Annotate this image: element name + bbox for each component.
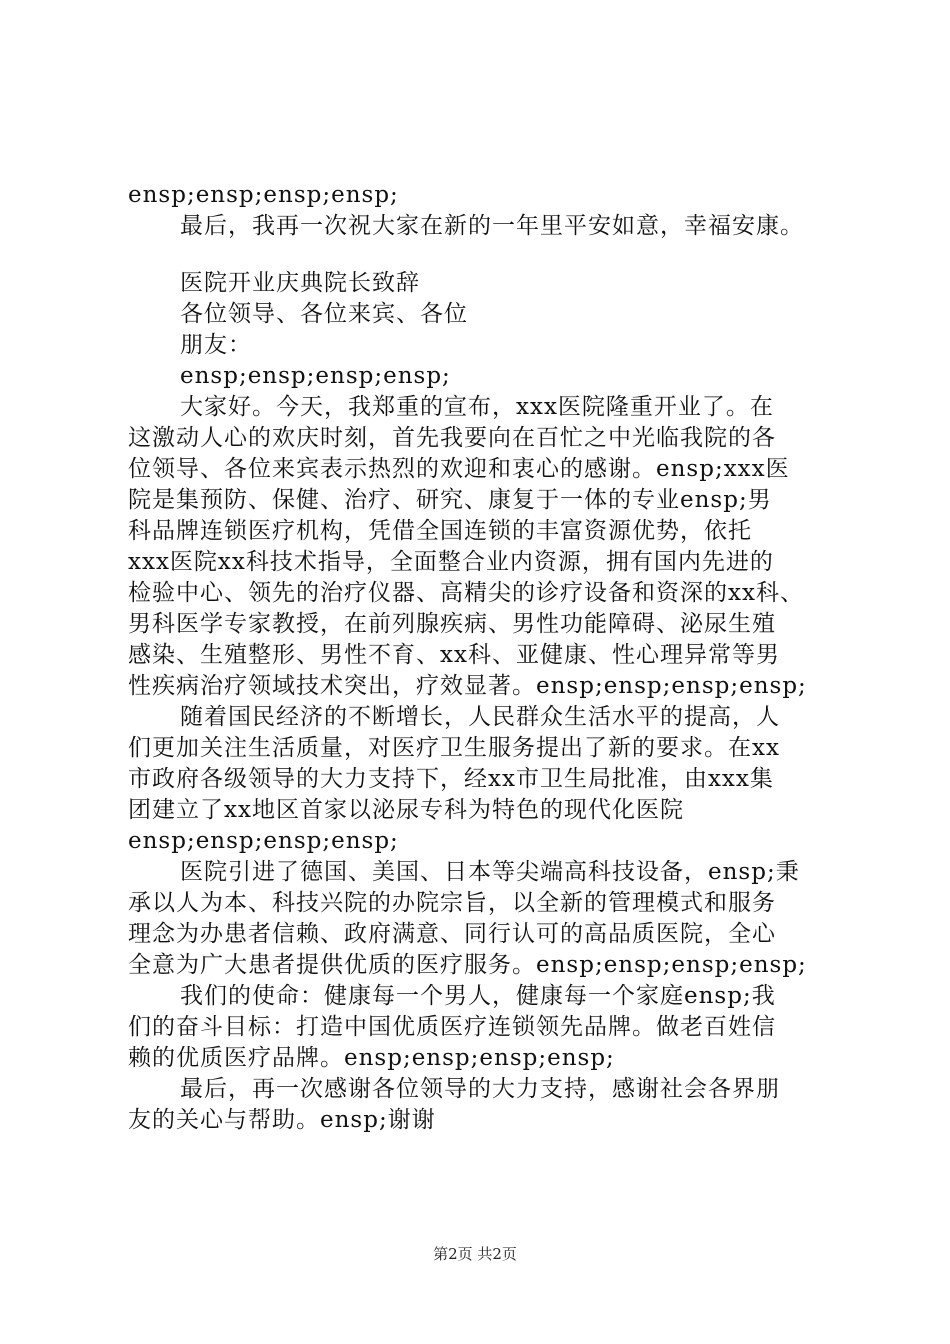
paragraph-line: 感染、生殖整形、男性不育、xx科、亚健康、性心理异常等男	[128, 642, 780, 668]
paragraph-line: 医院引进了德国、美国、日本等尖端高科技设备，ensp;秉	[180, 859, 800, 885]
paragraph-line: 们更加关注生活质量，对医疗卫生服务提出了新的要求。在xx	[128, 735, 780, 761]
paragraph-line: 理念为办患者信赖、政府满意、同行认可的高品质医院，全心	[128, 921, 776, 947]
paragraph-line: 承以人为本、科技兴院的办院宗旨，以全新的管理模式和服务	[128, 890, 776, 916]
page-number-footer: 第2页 共2页	[433, 1245, 517, 1263]
paragraph-line: 这激动人心的欢庆时刻，首先我要向在百忙之中光临我院的各	[128, 425, 776, 451]
paragraph-line: 性疾病治疗领域技术突出，疗效显著。ensp;ensp;ensp;ensp;	[128, 673, 807, 699]
entity-line: ensp;ensp;ensp;ensp;	[180, 363, 451, 389]
paragraph-line: 科品牌连锁医疗机构，凭借全国连锁的丰富资源优势，依托	[128, 518, 752, 544]
paragraph-line: 我们的使命：健康每一个男人，健康每一个家庭ensp;我	[180, 983, 776, 1009]
speech-title: 医院开业庆典院长致辞	[180, 270, 420, 296]
paragraph-line: 位领导、各位来宾表示热烈的欢迎和衷心的感谢。ensp;xxx医	[128, 456, 790, 482]
paragraph-line: 男科医学专家教授，在前列腺疾病、男性功能障碍、泌尿生殖	[128, 611, 776, 637]
salutation-line-2: 朋友：	[180, 332, 252, 358]
paragraph-line: 团建立了xx地区首家以泌尿专科为特色的现代化医院	[128, 797, 684, 823]
paragraph-line: 友的关心与帮助。ensp;谢谢	[128, 1107, 436, 1133]
entity-line: ensp;ensp;ensp;ensp;	[128, 182, 399, 208]
paragraph-line: 大家好。今天，我郑重的宣布，xxx医院隆重开业了。在	[180, 394, 774, 420]
paragraph-line: 院是集预防、保健、治疗、研究、康复于一体的专业ensp;男	[128, 487, 772, 513]
paragraph-line: 们的奋斗目标：打造中国优质医疗连锁领先品牌。做老百姓信	[128, 1014, 776, 1040]
paragraph-line: ensp;ensp;ensp;ensp;	[128, 828, 399, 854]
paragraph-line: xxx医院xx科技术指导，全面整合业内资源，拥有国内先进的	[128, 549, 774, 575]
closing-wish: 最后，我再一次祝大家在新的一年里平安如意，幸福安康。	[180, 213, 804, 239]
paragraph-line: 最后，再一次感谢各位领导的大力支持，感谢社会各界朋	[180, 1076, 780, 1102]
paragraph-line: 市政府各级领导的大力支持下，经xx市卫生局批准，由xxx集	[128, 766, 774, 792]
paragraph-line: 全意为广大患者提供优质的医疗服务。ensp;ensp;ensp;ensp;	[128, 952, 807, 978]
paragraph-line: 赖的优质医疗品牌。ensp;ensp;ensp;ensp;	[128, 1045, 615, 1071]
paragraph-line: 随着国民经济的不断增长，人民群众生活水平的提高，人	[180, 704, 780, 730]
paragraph-line: 检验中心、领先的治疗仪器、高精尖的诊疗设备和资深的xx科、	[128, 580, 804, 606]
salutation-line-1: 各位领导、各位来宾、各位	[180, 301, 468, 327]
